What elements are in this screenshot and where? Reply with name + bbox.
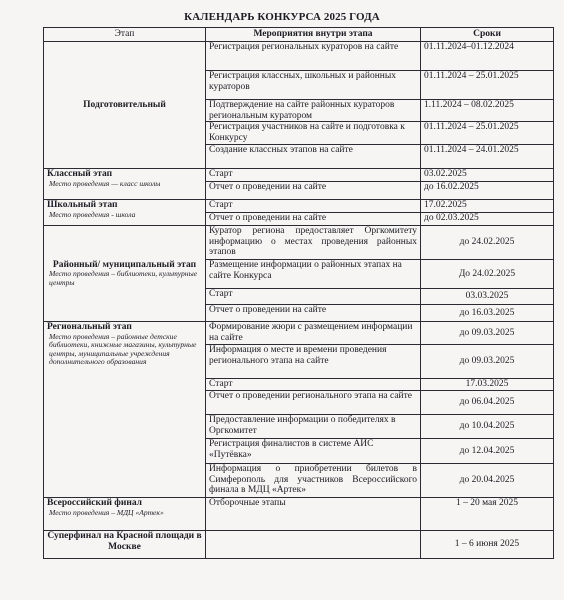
stage-cell-russia — [44, 498, 206, 531]
contest-calendar-table — [43, 27, 554, 559]
header-dates: Сроки — [421, 28, 554, 42]
date-cell: до 12.04.2025 — [421, 439, 554, 464]
stage-cell-school — [44, 200, 206, 226]
stage-place: Место проведения – МДЦ «Артек» — [49, 507, 164, 517]
activity-cell: Старт — [206, 169, 421, 182]
document-title: КАЛЕНДАРЬ КОНКУРСА 2025 ГОДА — [184, 11, 380, 23]
date-cell: 01.11.2024 – 25.01.2025 — [421, 71, 554, 100]
activity-cell: Отчет о проведении на сайте — [206, 305, 421, 322]
date-cell: 17.02.2025 — [421, 200, 554, 213]
date-cell: до 24.02.2025 — [421, 226, 554, 260]
stage-place: Место проведения — класс школы — [49, 178, 161, 188]
date-cell: до 09.03.2025 — [421, 322, 554, 345]
date-cell: до 06.04.2025 — [421, 391, 554, 415]
table-row — [44, 498, 554, 531]
date-cell: 03.02.2025 — [421, 169, 554, 182]
date-cell: 17.03.2025 — [421, 379, 554, 391]
activity-cell: Старт — [206, 289, 421, 305]
stage-name: Региональный этап — [47, 322, 132, 332]
date-cell: до 20.04.2025 — [421, 464, 554, 498]
stage-place: Место проведения – библиотеки, культурные центры — [49, 269, 198, 287]
date-cell: до 10.04.2025 — [421, 415, 554, 439]
activity-cell: Информация о приобретении билетов в Симферополь для участников Всероссийского финала в МДЦ «Артек» — [206, 464, 421, 498]
date-cell: До 24.02.2025 — [421, 260, 554, 289]
activity-cell: Отчет о проведении на сайте — [206, 213, 421, 226]
activity-cell: Информация о месте и времени проведения регионального этапа на сайте — [206, 345, 421, 379]
date-cell: 1 – 20 мая 2025 — [421, 498, 554, 531]
stage-cell-prep — [44, 42, 206, 169]
table-header-row — [44, 28, 554, 42]
activity-cell: Старт — [206, 379, 421, 391]
table-row — [44, 322, 554, 345]
date-cell: 1.11.2024 – 08.02.2025 — [421, 100, 554, 122]
table-row — [44, 200, 554, 213]
date-cell: до 02.03.2025 — [421, 213, 554, 226]
activity-cell: Создание классных этапов на сайте — [206, 145, 421, 169]
activity-cell: Размещение информации о районных этапах на сайте Конкурса — [206, 260, 421, 289]
activity-cell: Отборочные этапы — [206, 498, 421, 531]
table-row — [44, 226, 554, 260]
activity-cell: Предоставление информации о победителях в Оргкомитет — [206, 415, 421, 439]
stage-cell-superfinal — [44, 531, 206, 559]
date-cell: 01.11.2024 – 25.01.2025 — [421, 122, 554, 145]
header-activities: Мероприятия внутри этапа — [206, 28, 421, 42]
stage-cell-regional — [44, 322, 206, 498]
date-cell: 01.11.2024–01.12.2024 — [421, 42, 554, 71]
stage-cell-class — [44, 169, 206, 200]
table-row — [44, 531, 554, 559]
stage-place: Место проведения – районные детские библиотеки, книжные магазины, культурные центры, муниципальные учреждения дополнительного образования — [49, 331, 197, 367]
stage-name: Суперфинал на Красной площади в Москве — [47, 531, 202, 552]
table-row — [44, 169, 554, 182]
activity-cell: Куратор региона предоставляет Оргкомитету информацию о местах проведения районных этапов — [206, 226, 421, 260]
date-cell: 03.03.2025 — [421, 289, 554, 305]
stage-name: Всероссийский финал — [47, 498, 142, 508]
stage-name: Подготовительный — [83, 99, 166, 110]
date-cell: 01.11.2024 – 24.01.2025 — [421, 145, 554, 169]
table-row — [44, 42, 554, 71]
date-cell: до 16.03.2025 — [421, 305, 554, 322]
activity-cell: Старт — [206, 200, 421, 213]
stage-place: Место проведения - школа — [49, 209, 136, 219]
date-cell: до 16.02.2025 — [421, 182, 554, 200]
activity-cell: Отчет о проведении регионального этапа на сайте — [206, 391, 421, 415]
activity-cell — [206, 531, 421, 559]
date-cell: до 09.03.2025 — [421, 345, 554, 379]
header-stage: Этап — [44, 28, 206, 42]
activity-cell: Формирование жюри с размещением информации на сайте — [206, 322, 421, 345]
stage-name: Районный/ муниципальный этап — [52, 259, 197, 270]
stage-name: Школьный этап — [47, 200, 118, 210]
activity-cell: Отчет о проведении на сайте — [206, 182, 421, 200]
stage-name: Классный этап — [47, 169, 113, 179]
date-cell: 1 – 6 июня 2025 — [421, 531, 554, 559]
activity-cell: Регистрация классных, школьных и районных кураторов — [206, 71, 421, 100]
stage-cell-district — [44, 226, 206, 322]
activity-cell: Регистрация региональных кураторов на сайте — [206, 42, 421, 71]
activity-cell: Регистрация участников на сайте и подготовка к Конкурсу — [206, 122, 421, 145]
activity-cell: Регистрация финалистов в системе АИС «Путёвка» — [206, 439, 421, 464]
activity-cell: Подтверждение на сайте районных кураторов региональным куратором — [206, 100, 421, 122]
